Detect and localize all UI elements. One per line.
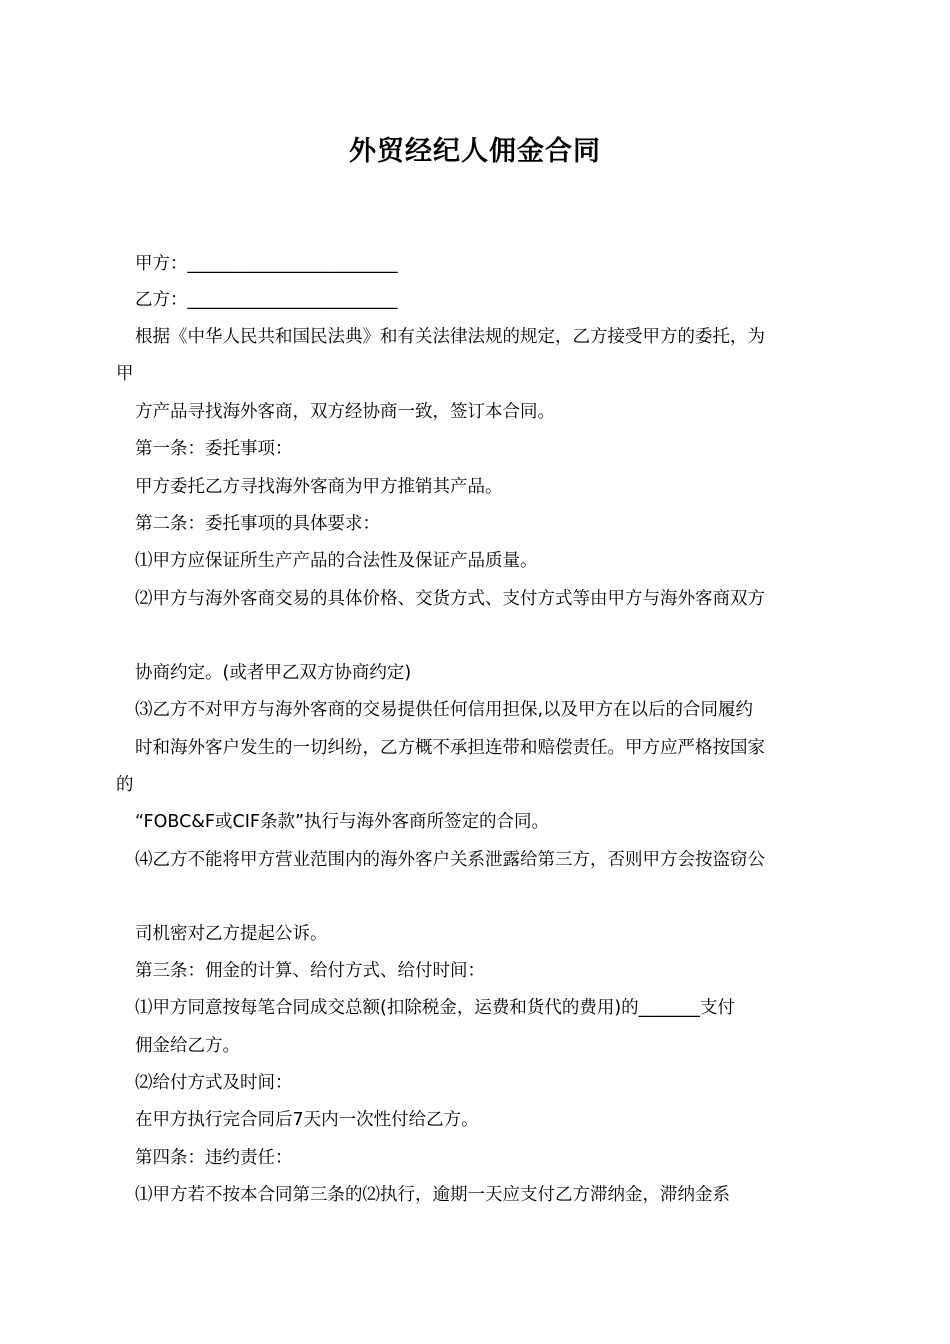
- paragraph-line: ⑴甲方应保证所生产产品的合法性及保证产品质量。: [135, 551, 538, 571]
- paragraph-line: 司机密对乙方提起公诉。: [135, 924, 328, 944]
- party-a-line: 甲方：________________________: [135, 254, 398, 274]
- paragraph-line: 根据《中华人民共和国民法典》和有关法律法规的规定，乙方接受甲方的委托，为: [135, 327, 765, 347]
- paragraph-line: ⑴甲方若不按本合同第三条的⑵执行，逾期一天应支付乙方滞纳金，滞纳金系: [135, 1185, 730, 1205]
- paragraph-line: 时和海外客户发生的一切纠纷，乙方概不承担连带和赔偿责任。甲方应严格按国家: [135, 738, 765, 758]
- paragraph-line: 甲: [116, 364, 134, 384]
- paragraph-line: ⑴甲方同意按每笔合同成交总额(扣除税金，运费和货代的费用)的_______支付: [135, 998, 735, 1018]
- party-b-line: 乙方：________________________: [135, 290, 398, 310]
- article-heading: 第四条：违约责任：: [135, 1148, 293, 1168]
- paragraph-line: 方产品寻找海外客商，双方经协商一致，签订本合同。: [135, 402, 555, 422]
- paragraph-line: 协商约定。(或者甲乙双方协商约定): [135, 663, 412, 683]
- paragraph-line: “FOBC&F或CIF条款”执行与海外客商所签定的合同。: [135, 812, 550, 832]
- article-heading: 第三条：佣金的计算、给付方式、给付时间：: [135, 961, 485, 981]
- paragraph-line: 在甲方执行完合同后7天内一次性付给乙方。: [135, 1110, 479, 1130]
- paragraph-line: ⑵甲方与海外客商交易的具体价格、交货方式、支付方式等由甲方与海外客商双方: [135, 589, 765, 609]
- paragraph-line: ⑶乙方不对甲方与海外客商的交易提供任何信用担保,以及甲方在以后的合同履约: [135, 700, 754, 720]
- paragraph-line: 甲方委托乙方寻找海外客商为甲方推销其产品。: [135, 477, 503, 497]
- paragraph-line: ⑷乙方不能将甲方营业范围内的海外客户关系泄露给第三方，否则甲方会按盗窃公: [135, 850, 765, 870]
- article-heading: 第二条：委托事项的具体要求：: [135, 514, 380, 534]
- paragraph-line: 的: [116, 775, 134, 795]
- paragraph-line: 佣金给乙方。: [135, 1036, 240, 1056]
- paragraph-line: ⑵给付方式及时间：: [135, 1073, 293, 1093]
- document-title: 外贸经纪人佣金合同: [349, 136, 601, 167]
- article-heading: 第一条：委托事项：: [135, 439, 293, 459]
